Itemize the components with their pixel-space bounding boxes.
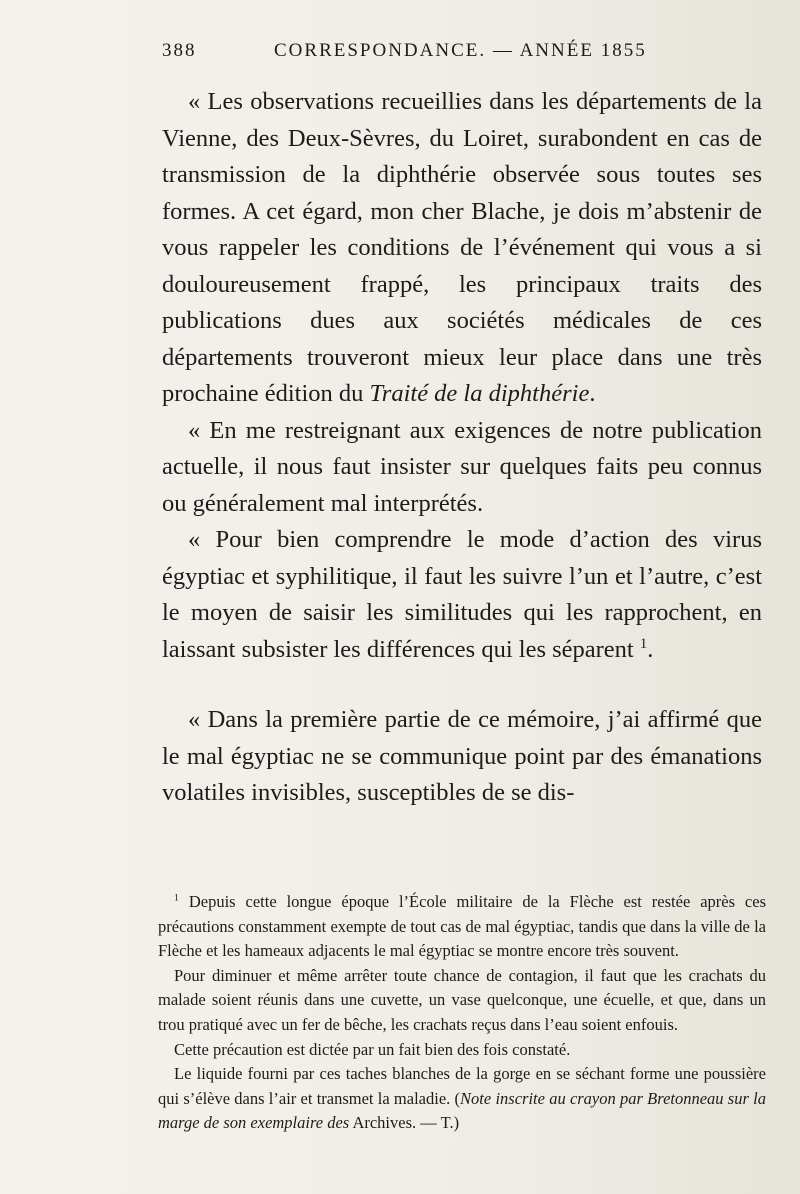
paragraph-memoir: « Dans la première partie de ce mémoire, j’ai affirmé que le mal égyptiac ne se communique point par des émanations volatiles invisibles, susceptibles de se dis- <box>162 706 762 806</box>
page-number: 388 <box>162 40 197 61</box>
paragraph-virus <box>162 522 762 668</box>
editor-note: Note inscrite au crayon par Bretonneau sur la marge de son exemplaire des <box>158 1088 766 1133</box>
footnote-text: Le liquide fourni par ces taches blanches de la gorge en se séchant forme une poussière qui s’élève dans l’air et transmet la maladie. ( <box>158 1064 766 1108</box>
paragraph-text: « Les observations recueillies dans les départements de la Vienne, des Deux-Sèvres, du Loiret, surabondent en cas de transmission de la diphthérie observée sous toutes ses formes. A cet égard, mon cher Blache, je dois m’abstenir de vous rappeler les conditions de l’événement qui vous a si douloureusement frappé, les principaux traits des publications dues aux sociétés médicales de ces départements trouveront mieux leur place dans une très prochaine édition du <box>162 88 762 407</box>
footnote-paragraph-precaution: Cette précaution est dictée par un fait bien des fois constaté. <box>174 1039 571 1059</box>
footnote-end: Archives. — T.) <box>349 1113 460 1133</box>
footnote-1 <box>158 890 766 964</box>
footnote-paragraph-contagion: Pour diminuer et même arrêter toute chance de contagion, il faut que les crachats du malade soient réunis dans une cuvette, un vase quelconque, une écuelle, et que, dans un trou pratiqué avec un fer de bêche, les crachats reçus dans l’eau soient enfouis. <box>158 965 766 1034</box>
footnote-paragraph-liquid <box>158 1062 766 1136</box>
paragraph-end: . <box>589 380 596 407</box>
book-title: Traité de la diphthérie <box>369 380 590 407</box>
footnote-marker: 1 <box>174 892 179 904</box>
footnote-reference[interactable]: 1 <box>639 635 648 652</box>
paragraph-end: . <box>647 635 654 663</box>
paragraph-restriction: « En me restreignant aux exigences de notre publication actuelle, il nous faut insister sur quelques faits peu connus ou généralement mal interprétés. <box>162 416 762 517</box>
footnote-text: Depuis cette longue époque l’École militaire de la Flèche est restée après ces précautions constamment exempte de tout cas de mal égyptiac, tandis que dans la ville de la Flèche et les hameaux adjacents le mal égyptiac se montre encore très souvent. <box>158 892 766 961</box>
section-gap <box>162 668 762 702</box>
footnotes <box>158 890 766 1136</box>
paragraph-observations <box>162 84 762 413</box>
running-title: CORRESPONDANCE. — ANNÉE 1855 <box>274 40 647 61</box>
paragraph-text: « Pour bien comprendre le mode d’action des virus égyptiac et syphilitique, il faut les suivre l’un et l’autre, c’est le moyen de saisir les similitudes qui les rapprochent, en laissant subsister les différences qui les séparent <box>162 526 762 663</box>
body-text <box>162 84 762 812</box>
